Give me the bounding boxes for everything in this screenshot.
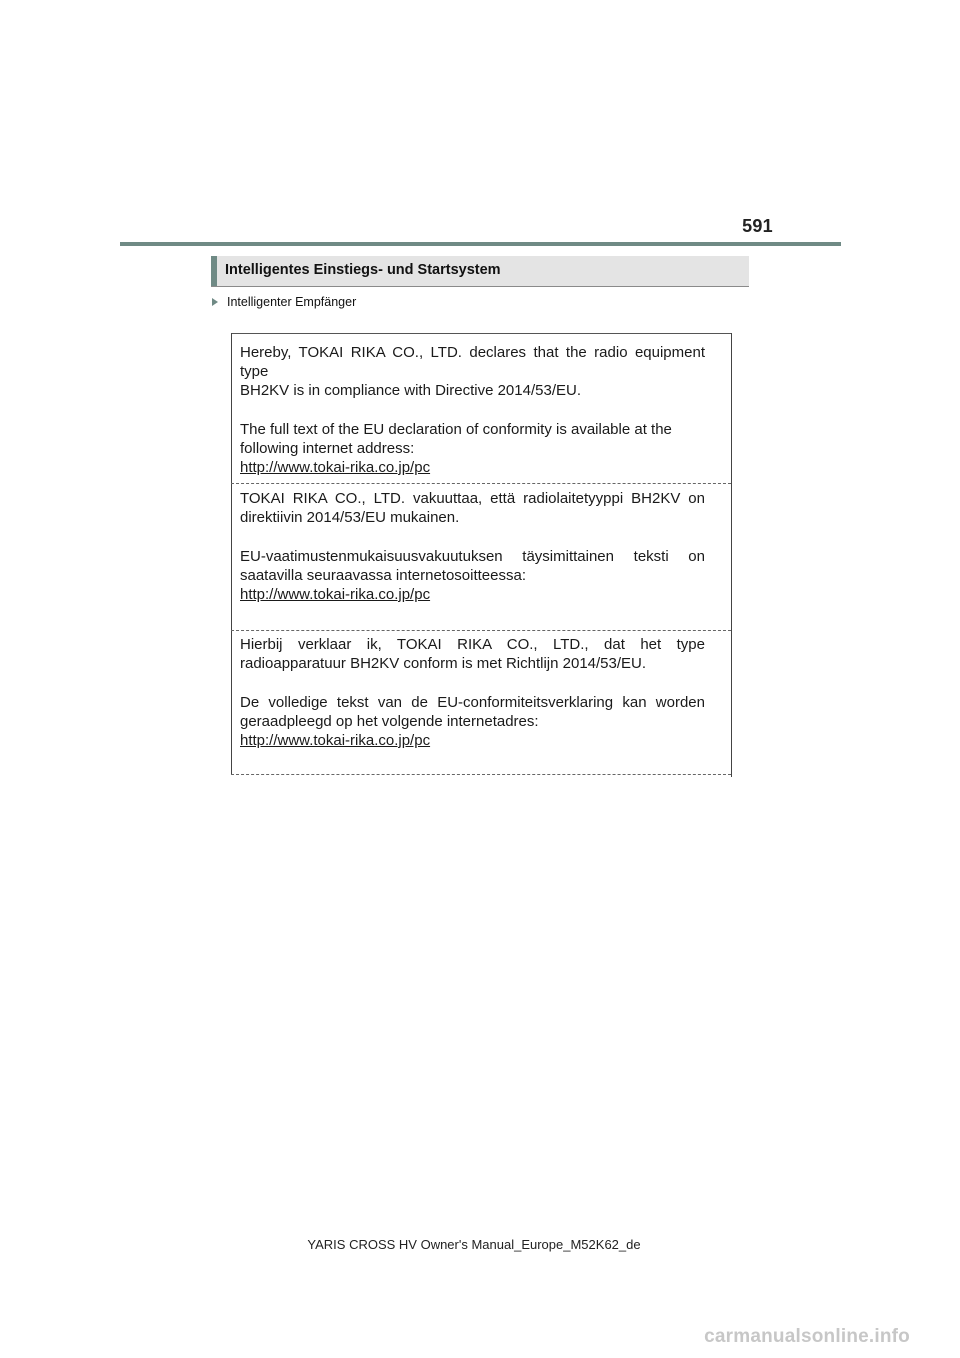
section-title: Intelligentes Einstiegs- und Startsystem bbox=[225, 262, 501, 278]
watermark: carmanualsonline.info bbox=[704, 1326, 910, 1347]
divider-bottom bbox=[231, 774, 731, 775]
box-left-edge bbox=[231, 333, 232, 775]
box-top-edge bbox=[231, 333, 731, 334]
english-line-3: The full text of the EU declaration of conformity is available at the bbox=[240, 421, 672, 438]
triangle-bullet-icon bbox=[212, 298, 218, 306]
divider-1 bbox=[231, 483, 731, 484]
dutch-line-3: De volledige tekst van de EU-conformiteitsverklaring kan worden bbox=[240, 694, 705, 711]
finnish-url-link[interactable]: http://www.tokai-rika.co.jp/pc bbox=[240, 586, 431, 603]
finnish-line-2: direktiivin 2014/53/EU mukainen. bbox=[240, 509, 460, 526]
divider-2 bbox=[231, 630, 731, 631]
footer bbox=[0, 1237, 960, 1252]
english-line-1: Hereby, TOKAI RIKA CO., LTD. declares that the radio equipment type bbox=[240, 344, 705, 380]
subheading bbox=[212, 295, 356, 309]
dutch-line-1: Hierbij verklaar ik, TOKAI RIKA CO., LTD., dat het type bbox=[240, 636, 705, 653]
footer-text: YARIS CROSS HV Owner's Manual_Europe_M52K62_de bbox=[307, 1237, 641, 1252]
section-header bbox=[211, 256, 749, 287]
section-accent-bar bbox=[211, 256, 217, 286]
english-url-link[interactable]: http://www.tokai-rika.co.jp/pc bbox=[240, 459, 431, 476]
box-right-edge bbox=[731, 333, 732, 777]
declaration-dutch bbox=[240, 635, 705, 750]
declaration-finnish bbox=[240, 489, 705, 604]
subheading-label: Intelligenter Empfänger bbox=[227, 295, 357, 309]
finnish-line-1: TOKAI RIKA CO., LTD. vakuuttaa, että radiolaitetyyppi BH2KV on bbox=[240, 490, 705, 507]
finnish-line-4: saatavilla seuraavassa internetosoitteessa: bbox=[240, 567, 526, 584]
english-line-4: following internet address: bbox=[240, 440, 415, 457]
declaration-english bbox=[240, 343, 705, 477]
finnish-line-3: EU-vaatimustenmukaisuusvakuutuksen täysimittainen teksti on bbox=[240, 548, 705, 565]
dutch-line-2: radioapparatuur BH2KV conform is met Richtlijn 2014/53/EU. bbox=[240, 655, 647, 672]
dutch-line-4: geraadpleegd op het volgende internetadres: bbox=[240, 713, 539, 730]
english-line-2: BH2KV is in compliance with Directive 2014/53/EU. bbox=[240, 382, 581, 399]
dutch-url-link[interactable]: http://www.tokai-rika.co.jp/pc bbox=[240, 732, 431, 749]
declaration-box bbox=[231, 333, 732, 779]
page-number: 591 bbox=[742, 216, 773, 236]
header-rule bbox=[120, 242, 841, 246]
